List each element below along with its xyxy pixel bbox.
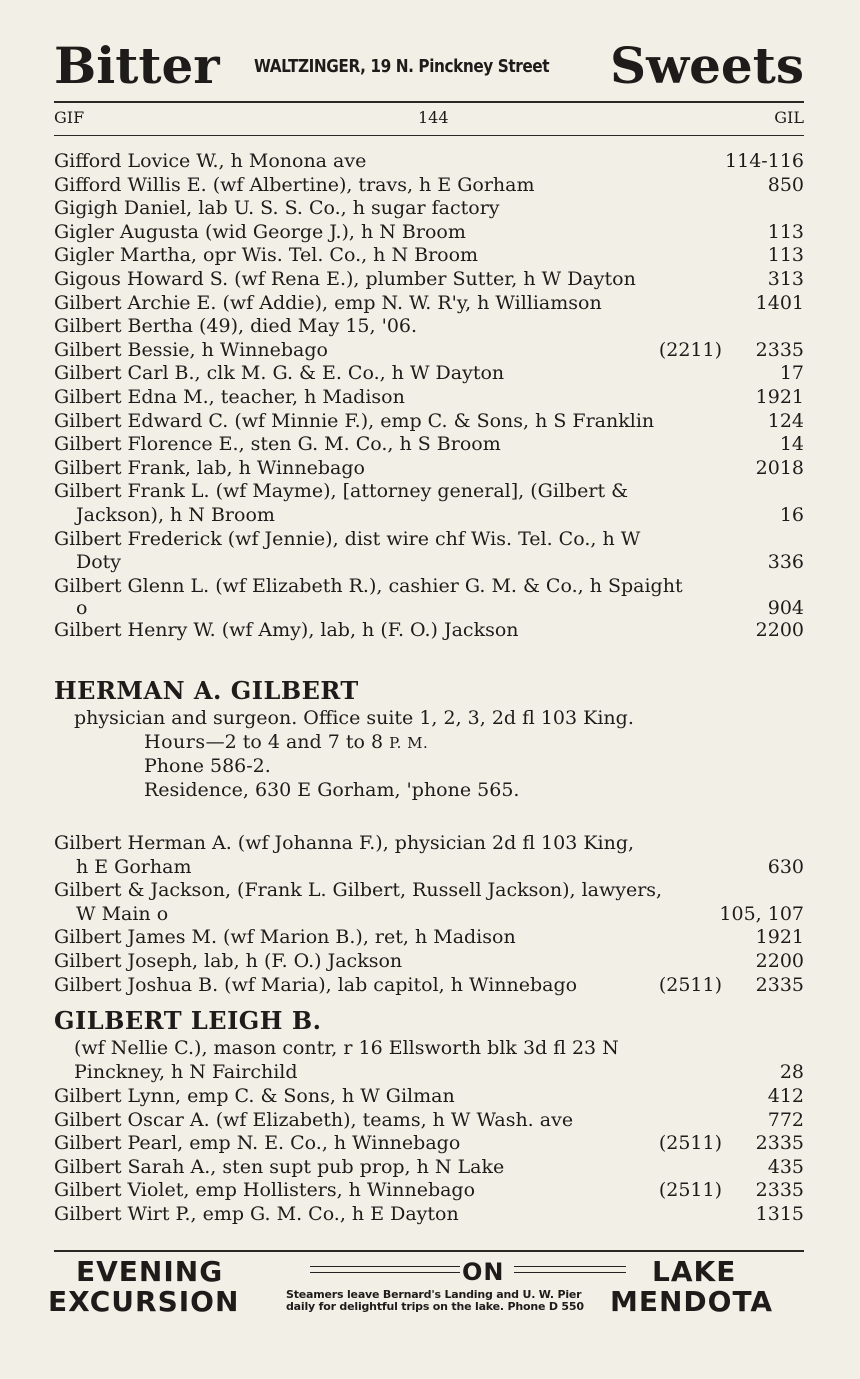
directory-entry: [54, 528, 804, 552]
entry-number: 16: [779, 503, 804, 526]
ad-small-line2: daily for delightful trips on the lake. Phone D 550: [286, 1300, 584, 1313]
entry-number: 114-116: [725, 150, 804, 172]
ad-word-excursion: EXCURSION: [48, 1285, 240, 1318]
directory-entry: [54, 504, 804, 528]
entry-text: Gilbert Bertha (49), died May 15, '06.: [54, 315, 418, 338]
directory-entry: [54, 362, 804, 386]
entry-text: Gifford Lovice W., h Monona ave: [54, 150, 367, 172]
entry-number: 435: [767, 1155, 804, 1178]
ad-dash-left: [310, 1266, 460, 1273]
display-line-text: Pinckney, h N Fairchild: [74, 1060, 298, 1083]
directory-entry: [54, 950, 804, 974]
entry-text: Gilbert Sarah A., sten supt pub prop, h N Lake: [54, 1155, 505, 1178]
leigh-display-block: [54, 1006, 804, 1084]
page-number: 144: [418, 108, 449, 127]
hours-pm: P. M.: [389, 733, 429, 752]
entry-text: Gilbert Edna M., teacher, h Madison: [54, 385, 405, 408]
entry-number: 1921: [755, 926, 804, 949]
hours-text: —2 to 4 and 7 to 8: [205, 730, 384, 753]
entry-text: Gilbert Henry W. (wf Amy), lab, h (F. O.) Jackson: [54, 619, 519, 642]
entry-phone: (2511): [658, 1132, 722, 1155]
footer-advertisement: [48, 1254, 808, 1324]
listing-group-a: [54, 150, 804, 643]
entry-text: Gigigh Daniel, lab U. S. S. Co., h sugar factory: [54, 197, 500, 220]
footer-rule: [54, 1250, 804, 1252]
entry-number: 772: [767, 1108, 804, 1131]
entry-number: 2335: [755, 338, 804, 361]
entry-text: Gilbert Frederick (wf Jennie), dist wire chf Wis. Tel. Co., h W: [54, 527, 641, 550]
entry-text: Gilbert Glenn L. (wf Elizabeth R.), cashier G. M. & Co., h Spaight: [54, 574, 683, 597]
display-phone: Phone 586-2.: [144, 755, 271, 778]
directory-entry: [54, 315, 804, 339]
directory-entry: [54, 879, 804, 903]
ad-word-bitter: Bitter: [54, 36, 220, 95]
ad-word-mendota: MENDOTA: [610, 1285, 774, 1318]
directory-entry: [54, 1132, 804, 1156]
ad-small-line1: Steamers leave Bernard's Landing and U. W. Pier: [286, 1288, 582, 1301]
entry-number: 2018: [755, 456, 804, 479]
ad-word-evening: EVENING: [76, 1255, 224, 1288]
entry-number: 124: [767, 409, 804, 432]
entry-text: Gilbert Frank, lab, h Winnebago: [54, 456, 365, 479]
directory-entry: [54, 197, 804, 221]
herman-display-block: [54, 676, 804, 802]
directory-entry: [54, 1085, 804, 1109]
entry-text: Gilbert Lynn, emp C. & Sons, h W Gilman: [54, 1085, 455, 1107]
entry-text: Gilbert Frank L. (wf Mayme), [attorney general], (Gilbert &: [54, 480, 629, 503]
entry-text: Gifford Willis E. (wf Albertine), travs, h E Gorham: [54, 173, 535, 196]
display-line: physician and surgeon. Office suite 1, 2, 3, 2d fl 103 King.: [74, 707, 634, 729]
entry-text: W Main o: [76, 902, 169, 925]
entry-text: Gilbert James M. (wf Marion B.), ret, h Madison: [54, 926, 516, 949]
entry-number: 2335: [755, 973, 804, 996]
entry-text: Gilbert Edward C. (wf Minnie F.), emp C. & Sons, h S Franklin: [54, 409, 655, 432]
entry-number: 14: [779, 433, 804, 456]
display-residence: Residence, 630 E Gorham, 'phone 565.: [144, 778, 520, 801]
entry-text: Gilbert Wirt P., emp G. M. Co., h E Dayton: [54, 1202, 459, 1225]
directory-entry: [54, 974, 804, 998]
display-name: HERMAN A. GILBERT: [54, 676, 359, 705]
directory-entry: [54, 598, 804, 619]
directory-entry: [54, 221, 804, 245]
display-line: (wf Nellie C.), mason contr, r 16 Ellsworth blk 3d fl 23 N: [74, 1037, 619, 1059]
directory-entry: [54, 1203, 804, 1227]
directory-entry: [54, 1156, 804, 1180]
directory-entry: [54, 339, 804, 363]
listing-group-c: [54, 1085, 804, 1227]
entry-number: 1401: [755, 291, 804, 314]
directory-entry: [54, 480, 804, 504]
entry-text: h E Gorham: [76, 855, 192, 878]
display-hours: [54, 731, 804, 756]
entry-text: Gilbert Florence E., sten G. M. Co., h S Broom: [54, 433, 501, 456]
directory-entry: [54, 856, 804, 880]
entry-text: Gilbert Bessie, h Winnebago: [54, 338, 328, 361]
entry-number: 113: [767, 244, 804, 267]
entry-text: Doty: [76, 551, 122, 574]
ad-address: WALTZINGER, 19 N. Pinckney Street: [254, 56, 550, 77]
entry-text: Gigous Howard S. (wf Rena E.), plumber Sutter, h W Dayton: [54, 267, 636, 290]
entry-number: 2200: [755, 619, 804, 642]
entry-number: 113: [767, 220, 804, 243]
entry-text: Gilbert Joseph, lab, h (F. O.) Jackson: [54, 949, 403, 972]
listing-group-b: [54, 832, 804, 997]
entry-phone: (2211): [658, 338, 722, 361]
entry-number: 313: [767, 267, 804, 290]
entry-text: o: [76, 597, 88, 620]
ad-word-on: ON: [462, 1258, 505, 1286]
entry-text: Gilbert Carl B., clk M. G. & E. Co., h W Dayton: [54, 362, 505, 385]
directory-entry: [54, 268, 804, 292]
display-line: [54, 1061, 804, 1085]
directory-entry: [54, 575, 804, 599]
display-name: GILBERT LEIGH B.: [54, 1006, 322, 1035]
directory-entry: [54, 551, 804, 575]
entry-number: 850: [767, 173, 804, 196]
directory-entry: [54, 903, 804, 927]
entry-text: Gilbert Herman A. (wf Johanna F.), physician 2d fl 103 King,: [54, 832, 635, 854]
ad-word-lake: LAKE: [652, 1255, 737, 1288]
entry-number: 336: [767, 551, 804, 574]
entry-number: 2335: [755, 1132, 804, 1155]
entry-number: 412: [767, 1085, 804, 1107]
ad-dash-right: [514, 1266, 626, 1273]
guide-word-left: GIF: [54, 108, 85, 127]
directory-entry: [54, 433, 804, 457]
directory-entry: [54, 150, 804, 174]
entry-number: 1921: [755, 385, 804, 408]
entry-text: Gilbert Archie E. (wf Addie), emp N. W. R'y, h Williamson: [54, 291, 602, 314]
directory-entry: [54, 292, 804, 316]
entry-text: Jackson), h N Broom: [76, 503, 275, 526]
directory-entry: [54, 244, 804, 268]
guide-word-right: GIL: [774, 108, 804, 127]
header-rule-bottom: [54, 135, 804, 136]
entry-text: Gilbert Oscar A. (wf Elizabeth), teams, h W Wash. ave: [54, 1108, 574, 1131]
entry-number: 17: [779, 362, 804, 385]
entry-number: 904: [767, 597, 804, 620]
directory-entry: [54, 619, 804, 643]
directory-entry: [54, 832, 804, 856]
entry-number: 105, 107: [719, 902, 804, 925]
entry-text: Gilbert Violet, emp Hollisters, h Winnebago: [54, 1179, 476, 1202]
entry-number: 2335: [755, 1179, 804, 1202]
directory-entry: [54, 386, 804, 410]
entry-text: Gilbert Joshua B. (wf Maria), lab capitol, h Winnebago: [54, 973, 578, 996]
entry-number: 2200: [755, 949, 804, 972]
display-line-number: 28: [779, 1060, 804, 1083]
directory-entry: [54, 410, 804, 434]
entry-phone: (2511): [658, 973, 722, 996]
header-rule-top: [54, 101, 804, 103]
directory-entry: [54, 926, 804, 950]
entry-number: 630: [767, 855, 804, 878]
hours-label: Hours: [144, 730, 206, 753]
directory-entry: [54, 174, 804, 198]
directory-entry: [54, 1179, 804, 1203]
entry-text: Gilbert Pearl, emp N. E. Co., h Winnebago: [54, 1132, 461, 1155]
directory-entry: [54, 1109, 804, 1133]
ad-word-sweets: Sweets: [609, 36, 804, 95]
entry-text: Gigler Augusta (wid George J.), h N Broom: [54, 220, 466, 243]
directory-entry: [54, 457, 804, 481]
entry-number: 1315: [755, 1202, 804, 1225]
entry-text: Gilbert & Jackson, (Frank L. Gilbert, Russell Jackson), lawyers,: [54, 879, 663, 902]
entry-text: Gigler Martha, opr Wis. Tel. Co., h N Broom: [54, 244, 479, 267]
entry-phone: (2511): [658, 1179, 722, 1202]
header-advertisement: [54, 34, 804, 98]
